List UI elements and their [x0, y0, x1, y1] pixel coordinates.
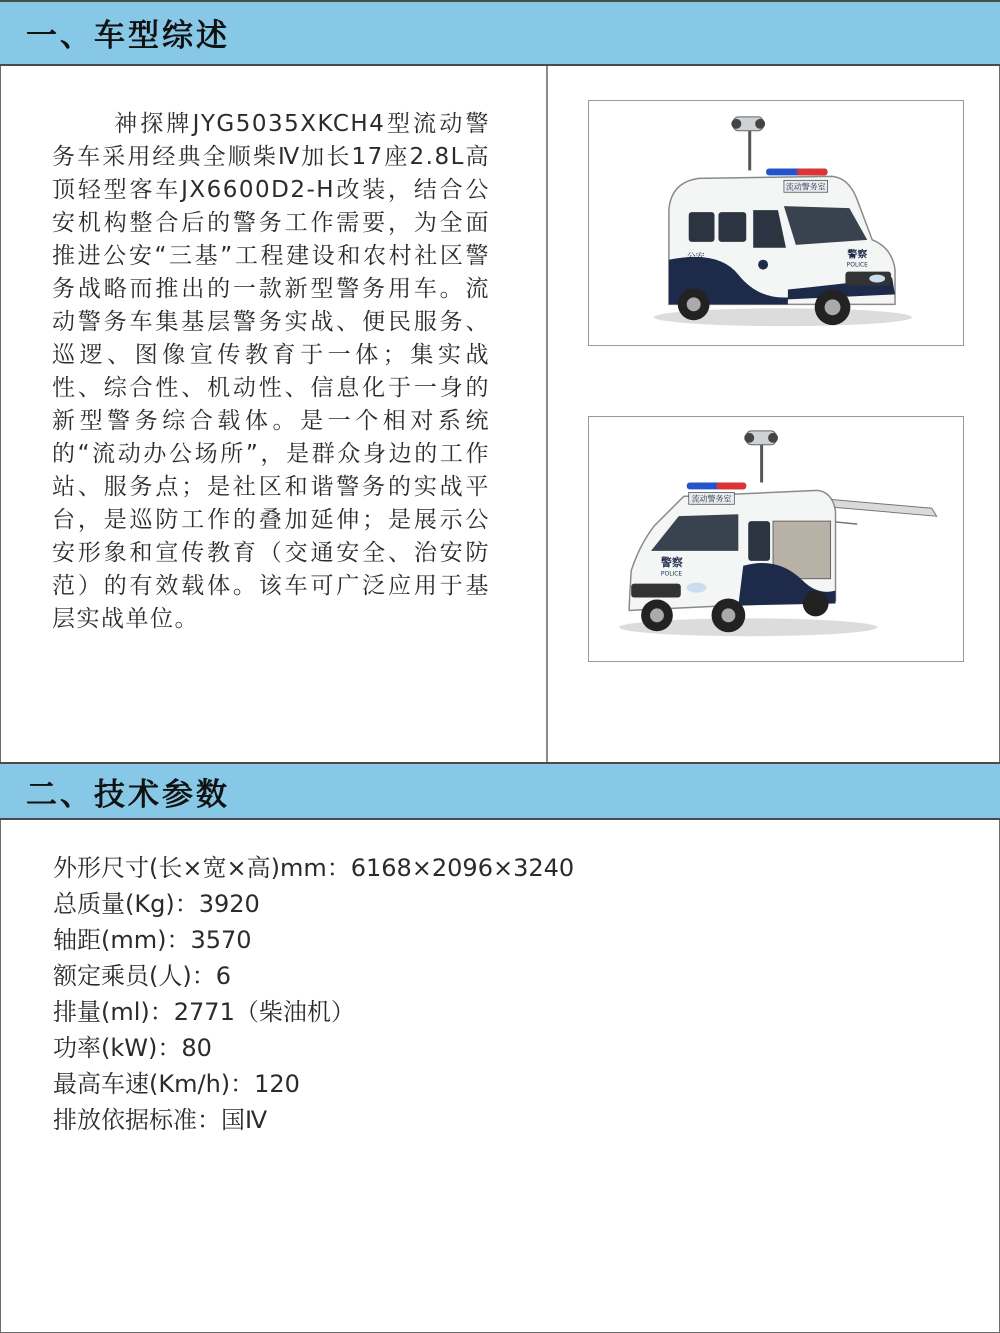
spec-power: 功率(kW)：80	[53, 1034, 212, 1062]
vehicle-photo-awning	[588, 416, 964, 662]
van1-side-text: 公安	[686, 252, 705, 263]
spec-list	[53, 850, 574, 1138]
van1-roof-sign: 流动警务室	[785, 182, 826, 192]
column-divider	[546, 66, 548, 762]
vehicle-description: 神探牌JYG5035XKCH4型流动警务车采用经典全顺柴Ⅳ加长17座2.8L高顶轻型客车JX6600D2-H改装，结合公安机构整合后的警务工作需要，为全面推进公安“三基”工程建设和农村社区警务战略而推出的一款新型警务用车。流动警务车集基层警务实战、便民服务、巡逻、图像宣传教育于一体；集实战性、综合性、机动性、信息化于一身的新型警务综合载体。是一个相对系统的“流动办公场所”，是群众身边的工作站、服务点；是社区和谐警务的实战平台，是巡防工作的叠加延伸；是展示公安形象和宣传教育（交通安全、治安防范）的有效载体。该车可广泛应用于基层实战单位。	[52, 111, 490, 632]
spec-wheelbase: 轴距(mm)：3570	[53, 926, 252, 954]
section-header-specs	[0, 762, 1000, 820]
van2-hood-text: 警察	[660, 555, 683, 569]
vehicle-photo-front-side	[588, 100, 964, 346]
section-header-overview	[0, 0, 1000, 66]
section-title-overview: 一、车型综述	[26, 18, 230, 54]
section-title-specs: 二、技术参数	[26, 777, 230, 813]
spec-total-mass: 总质量(Kg)：3920	[53, 890, 260, 918]
spec-dimensions: 外形尺寸(长×宽×高)mm：6168×2096×3240	[53, 854, 575, 882]
spec-passengers: 额定乘员(人)：6	[53, 962, 231, 990]
van2-hood-sub: POLICE	[660, 570, 683, 578]
van2-roof-sign: 流动警务室	[691, 494, 732, 504]
van1-hood-text: 警察	[847, 249, 868, 261]
spec-displacement: 排量(ml)：2771（柴油机）	[53, 998, 355, 1026]
van1-hood-sub: POLICE	[846, 261, 868, 269]
police-van-image	[589, 101, 963, 345]
spec-emission-standard: 排放依据标准：国Ⅳ	[53, 1106, 268, 1134]
spec-max-speed: 最高车速(Km/h)：120	[53, 1070, 300, 1098]
police-van-awning-image	[589, 417, 963, 661]
